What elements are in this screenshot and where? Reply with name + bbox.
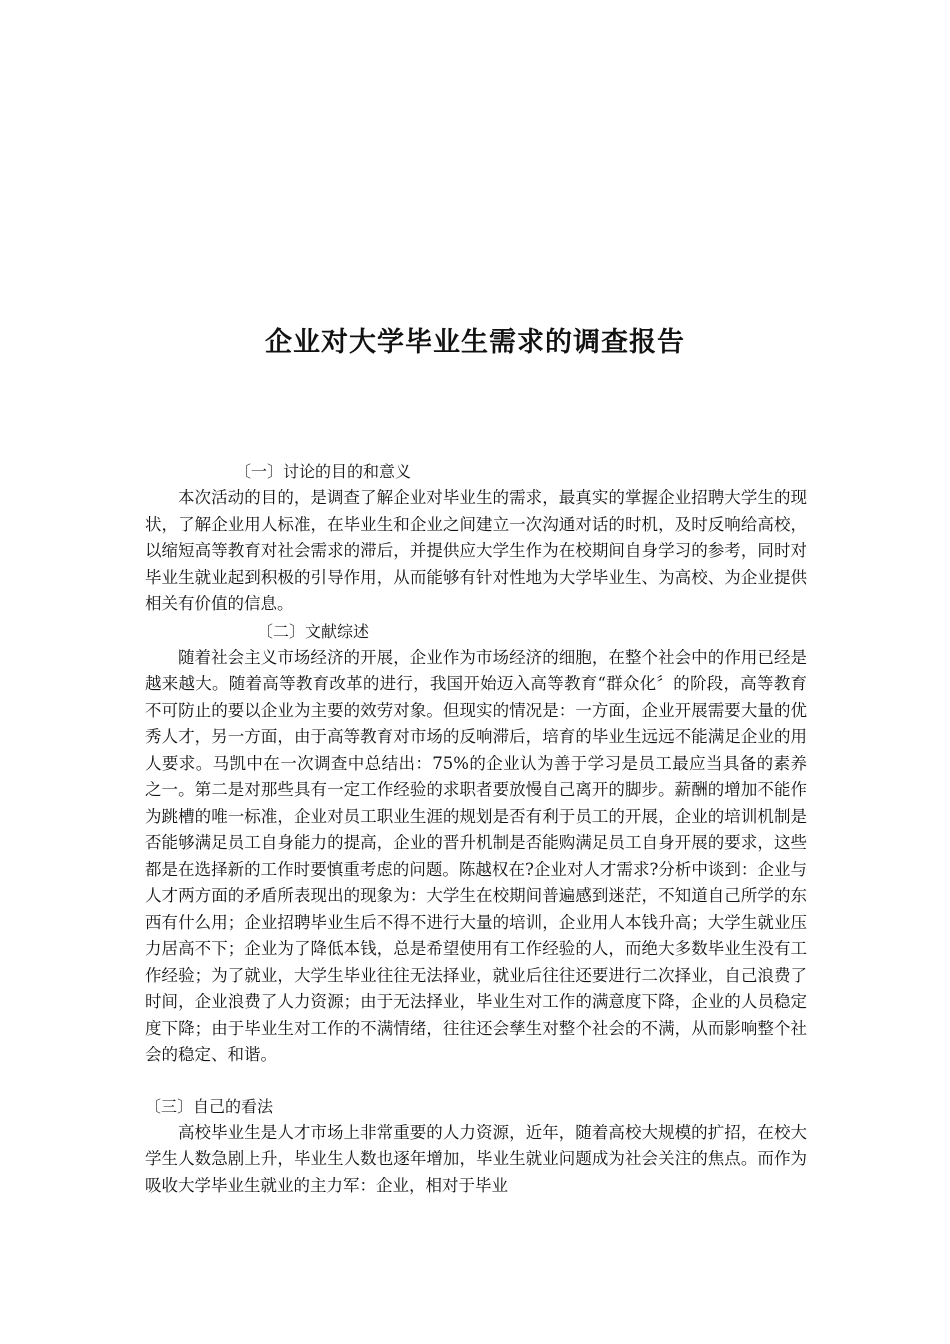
section-paragraph-literature-review: 随着社会主义市场经济的开展，企业作为市场经济的细胞，在整个社会中的作用已经是越来越大。随着高等教育改革的进行，我国开始迈入高等教育“群众化〞的阶段，高等教育不可防止的要以企业为主要的效劳对象。但现实的情况是：一方面，企业开展需要大量的优秀人才，另一方面，由于高等教育对市场的反响滞后，培育的毕业生远远不能满足企业的用人要求。马凯中在一次调查中总结出：75%的企业认为善于学习是员工最应当具备的素养之一。第二是对那些具有一定工作经验的求职者要放慢自己离开的脚步。薪酬的增加不能作为跳槽的唯一标准，企业对员工职业生涯的规划是否有利于员工的开展，企业的培训机制是否能够满足员工自身能力的提高，企业的晋升机制是否能购满足员工自身开展的要求，这些都是在选择新的工作时要慎重考虑的问题。陈越权在?企业对人才需求?分析中谈到：企业与人才两方面的矛盾所表现出的现象为：大学生在校期间普遍感到迷茫，不知道自己所学的东西有什么用；企业招聘毕业生后不得不进行大量的培训，企业用人本钱升高；大学生就业压力居高不下；企业为了降低本钱，总是希望使用有工作经验的人，而绝大多数毕业生没有工作经验；为了就业，大学生毕业往往无法择业，就业后往往还要进行二次择业，自己浪费了时间，企业浪费了人力资源；由于无法择业，毕业生对工作的满意度下降，企业的人员稳定度下降；由于毕业生对工作的不满情绪，往往还会孳生对整个社会的不满，从而影响整个社会的稳定、和谐。 xyxy=(145,647,807,1064)
document-title: 企业对大学毕业生需求的调查报告 xyxy=(265,327,685,358)
section-heading-literature-review: 〔二〕文献综述 xyxy=(257,621,370,641)
document-body xyxy=(145,458,807,1199)
section-paragraph-own-view: 高校毕业生是人才市场上非常重要的人力资源，近年，随着高校大规模的扩招，在校大学生人数急剧上升，毕业生人数也逐年增加，毕业生就业问题成为社会关注的焦点。而作为吸收大学毕业生就业的主力军：企业，相对于毕业 xyxy=(145,1122,807,1195)
section-heading-purpose: 〔一〕讨论的目的和意义 xyxy=(235,462,412,481)
section-paragraph-purpose: 本次活动的目的，是调查了解企业对毕业生的需求，最真实的掌握企业招聘大学生的现状，了解企业用人标准，在毕业生和企业之间建立一次沟通对话的时机，及时反响给高校，以缩短高等教育对社会需求的滞后，并提供应大学生作为在校期间自身学习的参考，同时对毕业生就业起到积极的引导作用，从而能够有针对性地为大学毕业生、为高校、为企业提供相关有价值的信息。 xyxy=(145,488,807,613)
section-spacer xyxy=(145,1069,807,1093)
section-heading-own-view: 〔三〕自己的看法 xyxy=(145,1096,274,1116)
